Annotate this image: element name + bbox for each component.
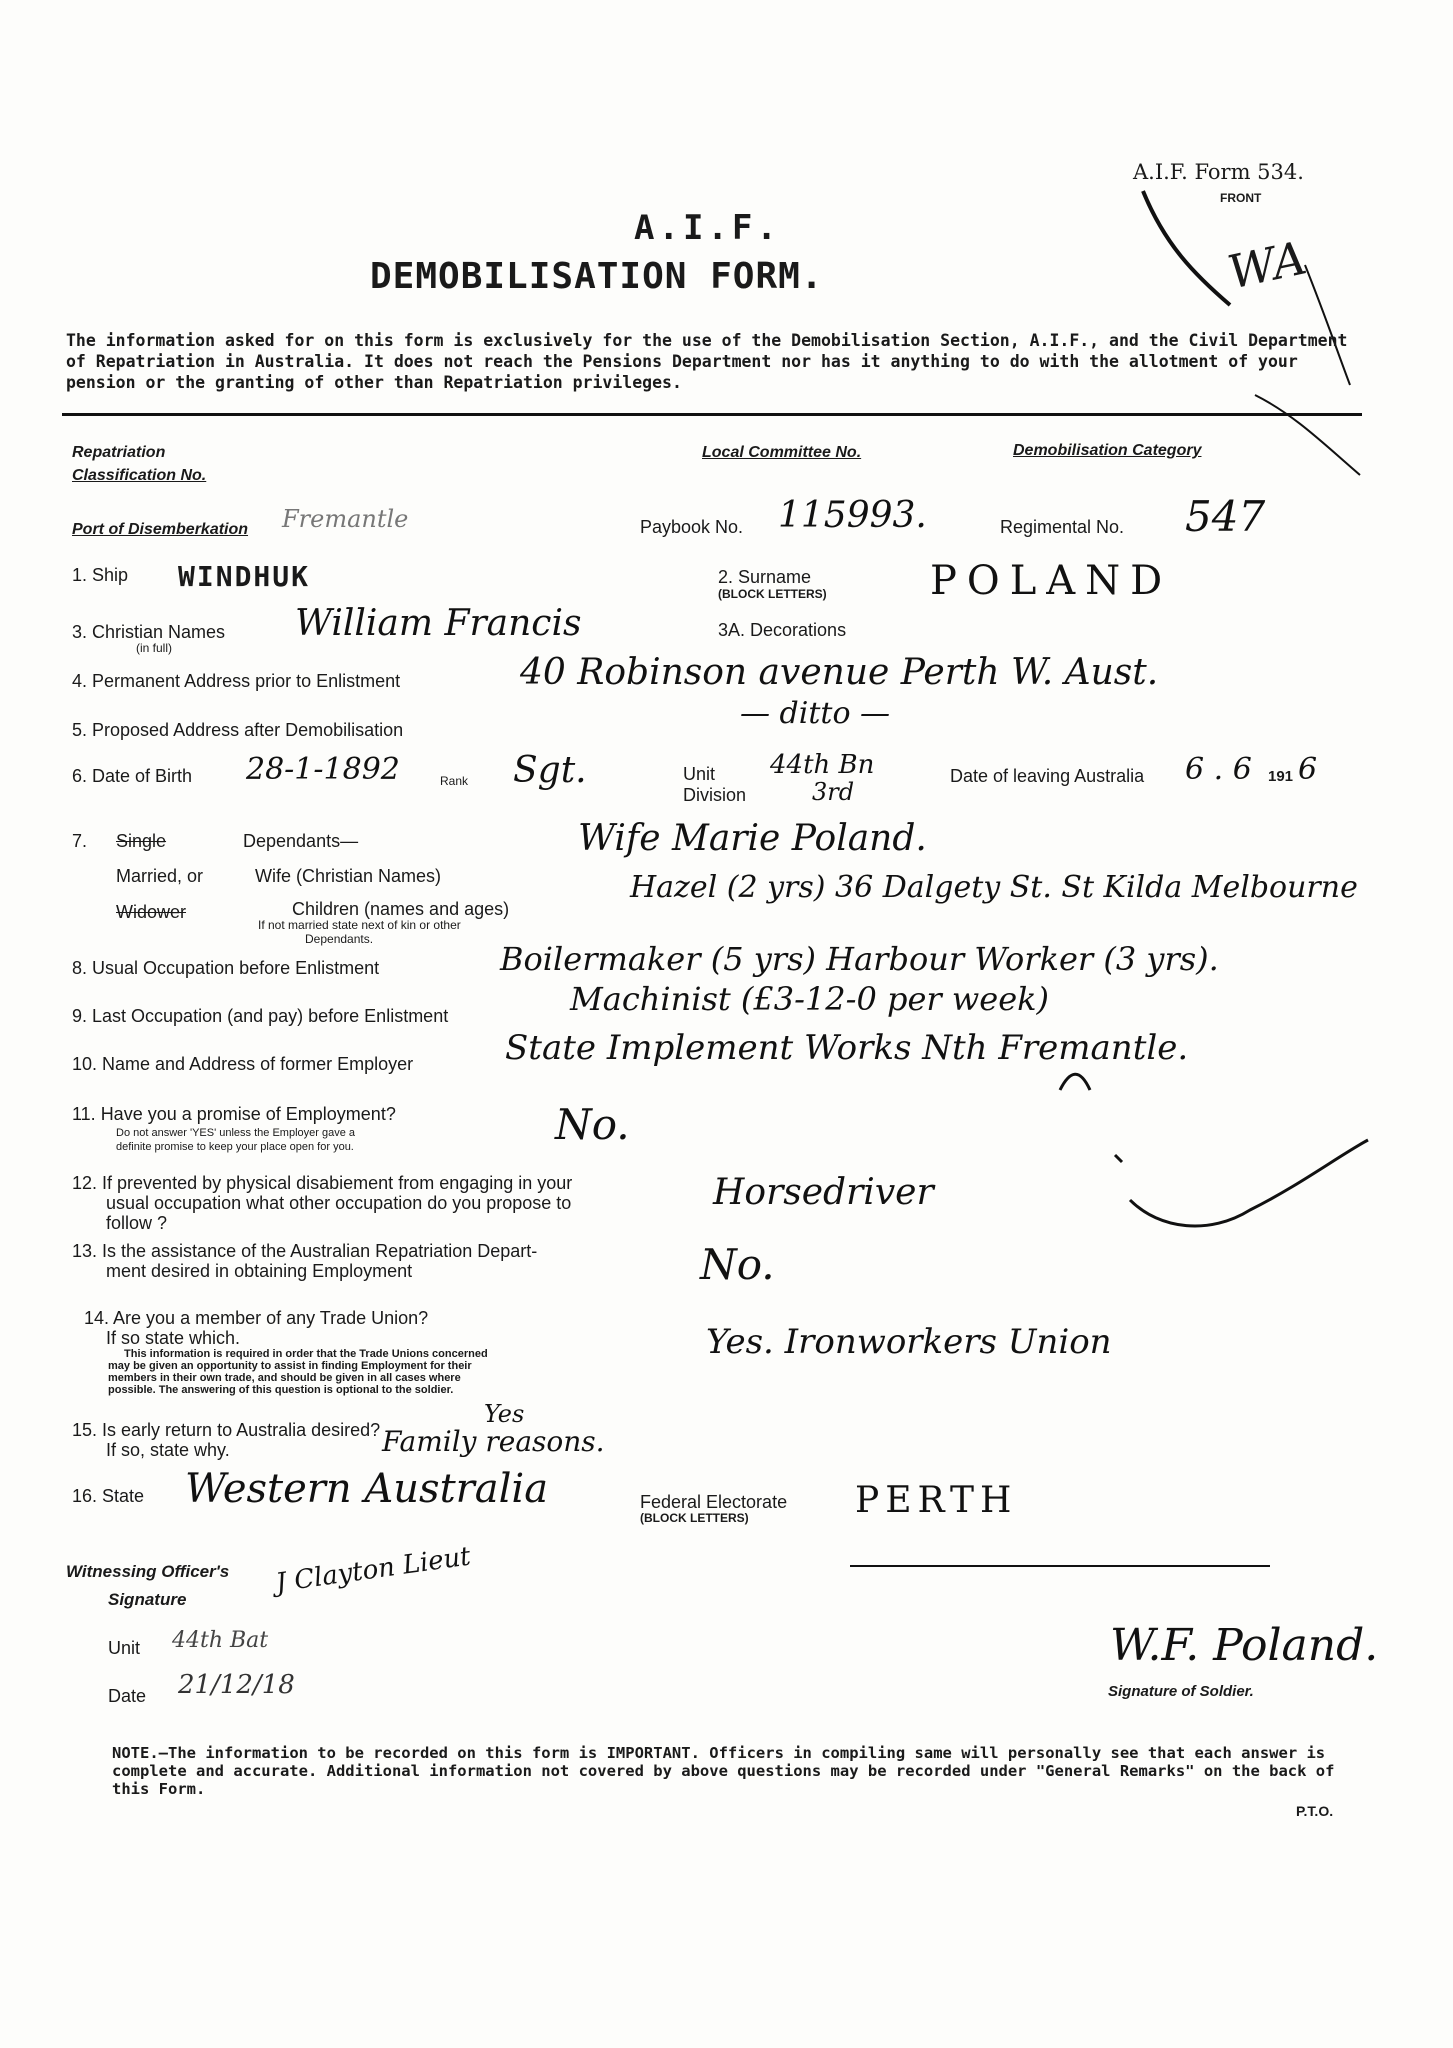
trade-union-note-1: This information is required in order that the Trade Unions concerned [124,1348,488,1360]
dependants-note-1: If not married state next of kin or other [258,918,461,932]
children-label: Children (names and ages) [292,899,510,919]
division-value: 3rd [812,778,855,806]
surname-label: 2. Surname [718,567,812,587]
classification-label: Classification No. [72,467,207,484]
footer-note [112,1744,1362,1798]
dob-value: 28-1-1892 [246,752,400,787]
proposed-address-value: — ditto — [740,696,891,731]
employer-label: 10. Name and Address of former Employer [72,1054,414,1074]
front-label: FRONT [1220,191,1262,205]
wa-stamp: WA [1223,230,1311,300]
married-option: Married, or [116,866,204,886]
dependants-label: Dependants— [243,831,359,851]
unit-value: 44th Bn [770,750,875,780]
usual-occupation-label: 8. Usual Occupation before Enlistment [72,958,380,978]
promise-label: 11. Have you a promise of Employment? [72,1104,396,1124]
electorate-sub: (BLOCK LETTERS) [640,1511,749,1525]
employer-value: State Implement Works Nth Fremantle. [505,1028,1189,1068]
note-label: NOTE.— [112,1744,168,1762]
soldier-signature: W.F. Poland. [1110,1620,1379,1671]
early-return-label-2: If so, state why. [106,1440,230,1460]
rank-label: Rank [440,774,469,788]
paybook-label: Paybook No. [640,517,744,537]
early-return-label-1: 15. Is early return to Australia desired? [72,1420,381,1440]
other-occupation-label-2: usual occupation what other occupation do you propose to [106,1193,572,1213]
promise-note-1: Do not answer 'YES' unless the Employer gave a [116,1127,355,1139]
witness-date-label: Date [108,1686,147,1706]
repatriation-label: Repatriation [72,444,166,461]
header-divider [62,413,1362,416]
trade-union-note-4: possible. The answering of this question is optional to the soldier. [108,1384,454,1396]
witness-signature: J Clayton Lieut [273,1541,473,1599]
wife-label: Wife (Christian Names) [255,866,442,886]
state-value: Western Australia [185,1466,549,1512]
assistance-value: No. [700,1240,775,1289]
permanent-address-label: 4. Permanent Address prior to Enlistment [72,671,401,691]
christian-names-value: William Francis [295,603,582,644]
witness-unit-value: 44th Bat [172,1628,269,1653]
trade-union-note-3: members in their own trade, and should be given in all cases where [108,1372,461,1384]
single-option: Single [116,831,167,851]
marital-number: 7. [72,831,88,851]
leaving-year-prefix: 191 [1268,768,1294,785]
proposed-address-label: 5. Proposed Address after Demobilisation [72,720,404,740]
other-occupation-value: Horsedriver [713,1172,934,1213]
checkmark-strokes [1050,1060,1380,1240]
form-number: A.I.F. Form 534. [1133,160,1304,184]
leaving-day-value: 6 . 6 [1185,752,1252,787]
surname-value: POLAND [930,558,1173,604]
unit-field-label: Unit [683,764,716,784]
state-label: 16. State [72,1486,145,1506]
ship-label: 1. Ship [72,565,129,585]
decorations-label: 3A. Decorations [718,620,847,640]
christian-names-label: 3. Christian Names [72,622,226,642]
trade-union-label-2: If so state which. [106,1328,241,1348]
dob-label: 6. Date of Birth [72,766,193,786]
promise-value: No. [555,1100,630,1149]
division-label: Division [683,785,747,805]
note-text: The information to be recorded on this form is IMPORTANT. Officers in compiling same will personally see that each answer is complete and accurate. Additional information not covered by above questions may be recorded under "General Remarks" on the back of this Form. [112,1744,1335,1798]
witness-label-1: Witnessing Officer's [66,1562,230,1581]
assistance-label-2: ment desired in obtaining Employment [106,1261,413,1281]
promise-note-2: definite promise to keep your place open for you. [116,1141,354,1153]
regimental-label: Regimental No. [1000,517,1125,537]
witness-label-2: Signature [108,1590,187,1609]
leaving-year-value: 6 [1298,752,1318,787]
early-return-yes: Yes [484,1400,525,1428]
dependants-note-2: Dependants. [305,932,374,946]
leaving-label: Date of leaving Australia [950,766,1145,786]
early-return-why: Family reasons. [382,1425,605,1458]
trade-union-note-2: may be given an opportunity to assist in finding Employment for their [108,1360,472,1372]
trade-union-label-1: 14. Are you a member of any Trade Union? [84,1308,429,1328]
regimental-value: 547 [1185,492,1266,541]
page-title: DEMOBILISATION FORM. [370,256,824,297]
trade-union-value: Yes. Ironworkers Union [706,1322,1112,1362]
surname-sub: (BLOCK LETTERS) [718,587,827,601]
other-occupation-label-3: follow ? [106,1213,168,1233]
assistance-label-1: 13. Is the assistance of the Australian Repatriation Depart- [72,1241,538,1261]
last-occupation-value: Machinist (£3-12-0 per week) [570,980,1050,1018]
paybook-value: 115993. [778,495,927,536]
last-occupation-label: 9. Last Occupation (and pay) before Enlistment [72,1006,449,1026]
children-value: Hazel (2 yrs) 36 Dalgety St. St Kilda Melbourne [630,870,1358,905]
ship-value: WINDHUK [178,560,311,593]
port-value: Fremantle [282,505,409,533]
witness-unit-label: Unit [108,1638,141,1658]
rank-value: Sgt. [513,750,587,791]
permanent-address-value: 40 Robinson avenue Perth W. Aust. [520,652,1159,693]
demob-category-label: Demobilisation Category [1013,442,1202,459]
pto-label: P.T.O. [1296,1803,1334,1819]
local-committee-label: Local Committee No. [702,444,862,461]
witness-date-value: 21/12/18 [178,1670,295,1700]
wife-value: Wife Marie Poland. [578,818,927,859]
widower-option: Widower [116,902,187,922]
port-label: Port of Disemberkation [72,521,249,538]
signature-line [850,1565,1270,1567]
intro-paragraph: The information asked for on this form is exclusively for the use of the Demobilisation Section, A.I.F., and the Civil Department of Repatriation in Australia. It does not reach the Pensions Department nor has it anything to do with the allotment of your pension or the granting of other than Repatriation privileges. [66,331,1348,392]
soldier-signature-label: Signature of Soldier. [1108,1683,1254,1700]
electorate-value: PERTH [855,1480,1018,1521]
title-aif: A.I.F. [634,208,781,248]
christian-names-sub: (in full) [136,641,173,655]
electorate-label: Federal Electorate [640,1492,788,1512]
usual-occupation-value: Boilermaker (5 yrs) Harbour Worker (3 yrs). [500,940,1219,978]
other-occupation-label-1: 12. If prevented by physical disabiement from engaging in your [72,1173,573,1193]
